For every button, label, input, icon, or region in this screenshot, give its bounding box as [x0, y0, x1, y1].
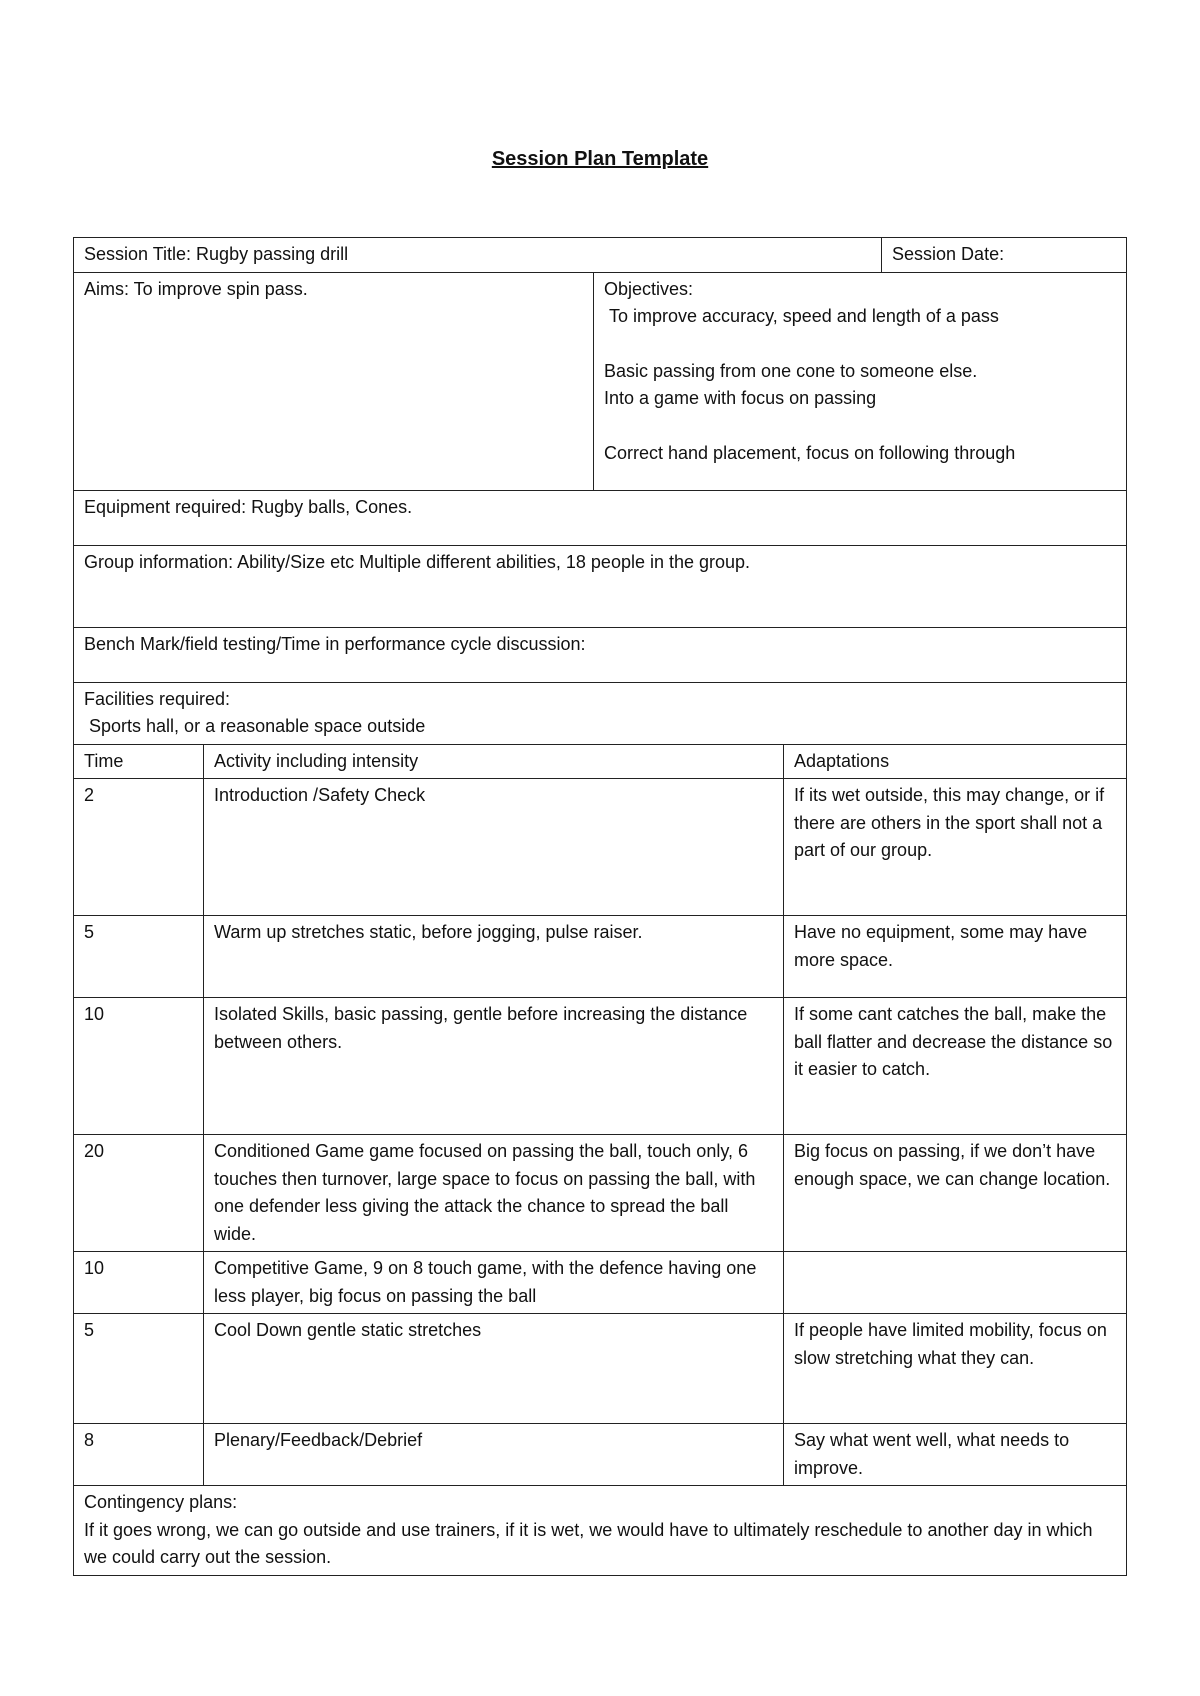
activity-cell: Plenary/Feedback/Debrief — [204, 1424, 784, 1486]
time-cell: 8 — [74, 1424, 204, 1486]
time-cell: 2 — [74, 779, 204, 916]
table-row — [74, 916, 1127, 998]
adaptations-cell: If people have limited mobility, focus on slow stretching what they can. — [784, 1314, 1127, 1424]
aims-objectives-row — [74, 272, 1127, 490]
activity-cell: Introduction /Safety Check — [204, 779, 784, 916]
table-row — [74, 1314, 1127, 1424]
table-row — [74, 1135, 1127, 1252]
session-plan-table — [73, 237, 1127, 1576]
time-header: Time — [74, 744, 204, 779]
header-row — [74, 744, 1127, 779]
activity-cell: Competitive Game, 9 on 8 touch game, with the defence having one less player, big focus on passing the ball — [204, 1252, 784, 1314]
aims-cell: Aims: To improve spin pass. — [74, 272, 594, 490]
facilities-row — [74, 682, 1127, 744]
contingency-label: Contingency plans: — [84, 1492, 238, 1512]
objective-line-2: Basic passing from one cone to someone else. — [604, 360, 978, 381]
activity-cell: Warm up stretches static, before jogging, pulse raiser. — [204, 916, 784, 998]
facilities-value: Sports hall, or a reasonable space outside — [84, 716, 426, 736]
time-cell: 20 — [74, 1135, 204, 1252]
bench-mark-row — [74, 627, 1127, 682]
activity-cell: Cool Down gentle static stretches — [204, 1314, 784, 1424]
facilities-label: Facilities required: — [84, 688, 231, 709]
equipment-row — [74, 490, 1127, 545]
table-row — [74, 779, 1127, 916]
objective-line-4: Correct hand placement, focus on following through — [604, 442, 1016, 463]
adaptations-cell: If its wet outside, this may change, or if there are others in the sport shall not a part of our group. — [784, 779, 1127, 916]
objectives-cell — [594, 272, 1127, 490]
group-info-row — [74, 545, 1127, 627]
equipment-cell: Equipment required: Rugby balls, Cones. — [74, 490, 1127, 545]
page-title: Session Plan Template — [491, 148, 709, 170]
activity-header: Activity including intensity — [204, 744, 784, 779]
objective-line-3: Into a game with focus on passing — [604, 388, 877, 408]
contingency-value: If it goes wrong, we can go outside and use trainers, if it is wet, we would have to ultimately reschedule to another day in which we could carry out the session. — [84, 1519, 1098, 1567]
session-title-cell: Session Title: Rugby passing drill — [74, 238, 882, 273]
adaptations-cell: Say what went well, what needs to improve. — [784, 1424, 1127, 1486]
objective-line-1: To improve accuracy, speed and length of a pass — [604, 306, 999, 326]
table-row — [74, 998, 1127, 1135]
adaptations-cell: Big focus on passing, if we don’t have enough space, we can change location. — [784, 1135, 1127, 1252]
time-cell: 5 — [74, 916, 204, 998]
session-date-cell: Session Date: — [882, 238, 1127, 273]
time-cell: 10 — [74, 1252, 204, 1314]
table-row — [74, 1424, 1127, 1486]
table-row — [74, 1252, 1127, 1314]
adaptations-cell: Have no equipment, some may have more space. — [784, 916, 1127, 998]
objectives-label: Objectives: — [604, 278, 694, 299]
time-cell: 5 — [74, 1314, 204, 1424]
bench-mark-cell: Bench Mark/field testing/Time in performance cycle discussion: — [74, 627, 1127, 682]
contingency-cell — [74, 1486, 1127, 1576]
group-info-cell: Group information: Ability/Size etc Multiple different abilities, 18 people in the group. — [74, 545, 1127, 627]
facilities-cell — [74, 682, 1127, 744]
adaptations-cell: If some cant catches the ball, make the ball flatter and decrease the distance so it easier to catch. — [784, 998, 1127, 1135]
adaptations-cell — [784, 1252, 1127, 1314]
session-info-row — [74, 238, 1127, 273]
time-cell: 10 — [74, 998, 204, 1135]
contingency-row — [74, 1486, 1127, 1576]
activity-cell: Isolated Skills, basic passing, gentle before increasing the distance between others. — [204, 998, 784, 1135]
activity-cell: Conditioned Game game focused on passing the ball, touch only, 6 touches then turnover, large space to focus on passing the ball, with one defender less giving the attack the chance to spread the ball wide. — [204, 1135, 784, 1252]
adaptations-header: Adaptations — [784, 744, 1127, 779]
